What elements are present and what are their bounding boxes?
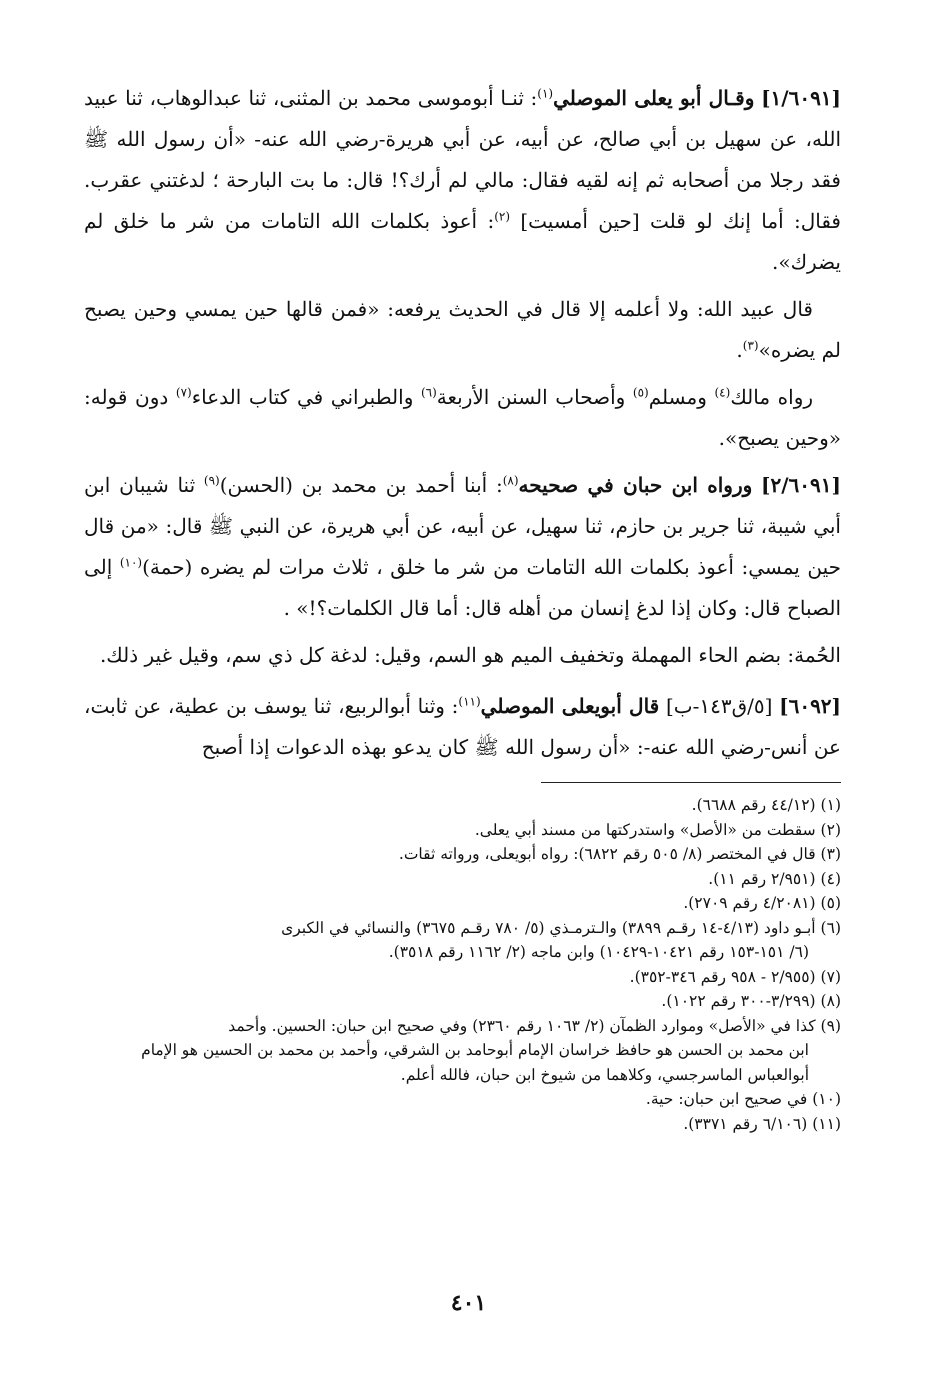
takhrij-text: والطبراني في كتاب الدعاء <box>191 385 421 409</box>
hadith-label: [٦٠٩٢] <box>779 694 842 718</box>
hadith-label: [٢/٦٠٩١] <box>761 473 841 497</box>
footnote-item <box>84 867 841 892</box>
footnote-divider <box>541 782 841 783</box>
footnote-number: (١١) <box>812 1114 841 1133</box>
hadith-text: ثنا شيبان ابن أبي شيبة، ثنا جرير بن حازم، ثنا سهيل، عن أبيه، عن أبي هريرة، عن النبي ﷺ قال: «من قال حين يمسي: أعوذ بكلمات الله التامات من شر ما خلق ، ثلاث مرات لم يضره (حمة) <box>84 473 841 579</box>
footnote-continuation: (٦/ ١٥١-١٥٣ رقم ١٠٤٢١-١٠٤٢٩) وابن ماجه (٢/ ١١٦٢ رقم ٣٥١٨). <box>388 943 809 961</box>
footnote-ref: (٥) <box>632 385 649 400</box>
footnote-continuation: ابن محمد بن الحسن هو حافظ خراسان الإمام أبوحامد بن الشرقي، وأحمد بن محمد بن الحسين هو الإمام أبوالعباس الماسرجسي، وكلاهما من شيوخ ابن حبان، فالله أعلم. <box>141 1041 809 1084</box>
footnote-item <box>84 842 841 867</box>
footnote-text: (٤٤/١٢ رقم ٦٦٨٨). <box>691 796 816 814</box>
takhrij-text: وأصحاب السنن الأربعة <box>436 385 633 409</box>
footnote-ref: (٩) <box>203 473 220 488</box>
footnote-item <box>84 1014 841 1088</box>
hadith-text: : ثنـا أبوموسى محمد بن المثنى، ثنا عبدالوهاب، ثنا عبيد الله، عن سهيل بن أبي صالح، عن أبيه، عن أبي هريرة-رضي الله عنه- «أن رسول الله ﷺ فقد رجلا من أصحابه ثم إنه لقيه فقال: مالي لم أرك؟! قال: ما بت البارحة ؛ لدغتني عقرب. فقال: أما إنك لو قلت [حين أمسيت] <box>84 86 841 233</box>
footnote-number: (٦) <box>820 918 841 937</box>
hadith-text: : أعوذ بكلمات الله التامات من شر ما خلق لم يضرك». <box>84 209 841 274</box>
hadith-6091-2 <box>84 465 841 629</box>
footnote-number: (١) <box>820 796 841 814</box>
footnote-item <box>84 891 841 916</box>
hadith-6091-1 <box>84 78 841 283</box>
takhrij-text: ومسلم <box>648 385 715 409</box>
footnote-item <box>84 1087 841 1112</box>
footnote-item <box>84 916 841 965</box>
footnote-ref: (٨) <box>502 473 519 488</box>
footnote-text: (٢/٩٥٥ - ٩٥٨ رقم ٣٤٦-٣٥٢). <box>629 967 816 986</box>
footnote-text: سقطت من «الأصل» واستدركتها من مسند أبي يعلى. <box>474 820 816 839</box>
footnote-text: كذا في «الأصل» وموارد الظمآن (٢/ ١٠٦٣ رقم ٢٣٦٠) وفي صحيح ابن حبان: الحسين. وأحمد <box>228 1016 816 1035</box>
footnote-item <box>84 1112 841 1137</box>
hadith-heading: قال أبويعلى الموصلي <box>480 694 660 718</box>
hadith-label: [١/٦٠٩١] <box>761 86 842 110</box>
footnote-item <box>84 989 841 1014</box>
footnote-number: (٩) <box>820 1016 841 1035</box>
footnote-text: في صحيح ابن حبان: حية. <box>645 1090 808 1108</box>
footnote-item <box>84 793 841 818</box>
footnote-text: (٢/٩٥١ رقم ١١). <box>708 869 816 888</box>
page-number: ٤٠١ <box>450 1290 487 1316</box>
footnote-text: (٣/٢٩٩-٣٠٠ رقم ١٠٢٢). <box>661 992 816 1010</box>
footnote-text: (٦/١٠٦ رقم ٣٣٧١). <box>683 1114 808 1133</box>
hadith-text: : أبنا أحمد بن محمد بن (الحسن) <box>219 473 503 497</box>
footnote-number: (٧) <box>820 967 841 986</box>
footnote-ref: (٦) <box>420 385 437 400</box>
footnote-ref: (١) <box>537 86 554 101</box>
footnote-text: قال في المختصر (٨/ ٥٠٥ رقم ٦٨٢٢): رواه أبويعلى، ورواته ثقات. <box>398 845 816 863</box>
footnote-number: (٥) <box>820 894 841 912</box>
footnote-ref: (١٠) <box>119 555 143 570</box>
hadith-text: إلى الصباح قال: وكان إذا لدغ إنسان من أهله قال: أما قال الكلمات؟!» . <box>84 555 841 620</box>
footnote-item <box>84 965 841 990</box>
footnotes <box>84 793 841 1136</box>
footnote-ref: (٤) <box>714 385 731 400</box>
footnote-item <box>84 818 841 843</box>
hadith-heading: وقـال أبو يعلى الموصلي <box>553 86 755 110</box>
footnote-number: (٤) <box>820 869 841 888</box>
footnote-ref: (١١) <box>458 694 481 709</box>
footnote-text: أبـو داود (٤/١٣-١٤ رقـم ٣٨٩٩) والـترمـذي (٥/ ٧٨٠ رقـم ٣٦٧٥) والنسائي في الكبرى <box>281 918 816 937</box>
hadith-text: : وثنا أبوالربيع، ثنا يوسف بن عطية، عن ثابت، عن أنس-رضي الله عنه-: «أن رسول الله ﷺ كان يدعو بهذه الدعوات إذا أصبح <box>84 694 841 759</box>
takhrij-text: رواه مالك <box>730 385 814 409</box>
commentary-text-end: . <box>736 338 743 362</box>
hadith-6092 <box>84 686 841 768</box>
commentary-paragraph <box>84 289 841 371</box>
footnote-number: (١٠) <box>812 1090 841 1108</box>
hadith-heading: ورواه ابن حبان في صحيحه <box>518 473 753 497</box>
footnote-ref: (٣) <box>742 338 759 353</box>
footnote-number: (٨) <box>820 992 841 1010</box>
footnote-number: (٢) <box>820 820 841 839</box>
gloss-paragraph <box>84 635 841 676</box>
commentary-text: قال عبيد الله: ولا أعلمه إلا قال في الحديث يرفعه: «فمن قالها حين يمسي وحين يصبح لم يضره» <box>84 297 841 362</box>
takhrij-text: دون قوله: «وحين يصبح». <box>84 385 841 450</box>
manuscript-ref: [٥/ق١٤٣-ب] <box>665 694 773 718</box>
footnote-number: (٣) <box>820 845 841 863</box>
gloss-text: الحُمة: بضم الحاء المهملة وتخفيف الميم هو السم، وقيل: لدغة كل ذي سم، وقيل غير ذلك. <box>99 643 841 667</box>
takhrij-paragraph <box>84 377 841 459</box>
footnote-ref: (٢) <box>494 209 511 224</box>
footnote-ref: (٧) <box>175 385 192 400</box>
footnote-text: (٤/٢٠٨١ رقم ٢٧٠٩). <box>683 894 816 912</box>
